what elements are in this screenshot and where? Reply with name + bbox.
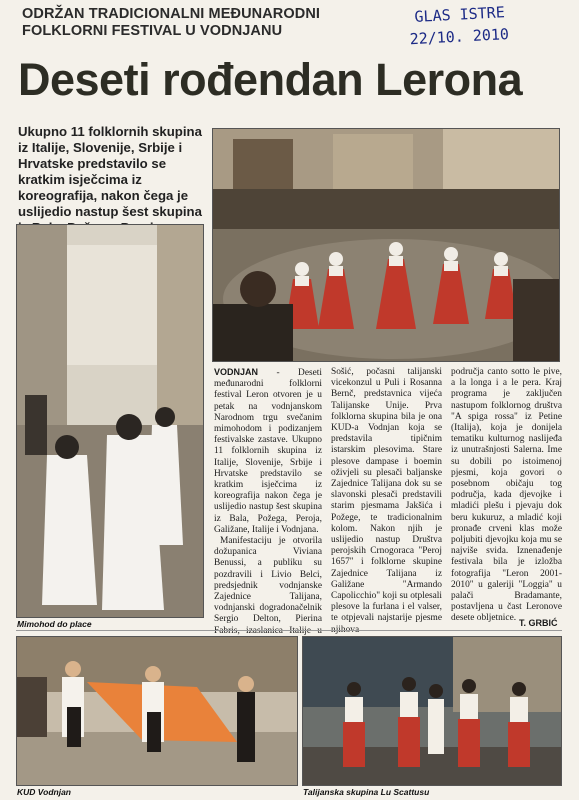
article-column-2	[331, 367, 442, 636]
lead-paragraph: Ukupno 11 folklornih skupina iz Italije, Slovenije, Srbije i Hrvatske predstavilo se kratkim isječcima iz koreografija, nakon čega je uslijedio nastup šest skupina	[18, 124, 202, 219]
byline: T. GRBIĆ	[519, 618, 558, 628]
handnote-date: 22/10. 2010	[409, 25, 510, 49]
article-paragraph: Manifestaciju je otvorila dožupanica Viviana Benussi, a publiku su pozdravili i Livio Belci, predsjednik vodnjanske Zajednice Talijana, vodnjanski dogradonačelnik Sergio Delton, Pierina	[214, 536, 322, 625]
caption-italian-group: Talijanska skupina Lu Scattusu	[303, 787, 430, 797]
article-paragraph: Sošić, počasni talijanski vicekonzul u Puli i Rosanna Bernč, predstavnica vijeća Talijanske Unije. Prva folklorna skupina bila je ona KUD-a Vodnjan koja se predstavila tipičnim istarskim plesovima. Stare plesove dampase i boemin oživjeli su plesači baljanske Zajednice Talijana dok su se slavonski plesači predstavili starim pjesmama Jakšića i Požege, te tradicionalnim kolom. Nakon njih je uslijedio nastup Društva perojskih Crnogoraca "Peroj 1657" i folklorne skupine Zajednice Talijana iz Galižane "Armando Capolicchio" koji su otplesali plesove la furlana i el valser, te otpjevali najstarije pjesme	[331, 367, 442, 624]
handnote-publication: GLAS ISTRE	[414, 3, 506, 26]
article-column-3	[451, 367, 562, 625]
photo-street-procession	[16, 224, 204, 618]
article-paragraph: VODNJAN - Deseti međunarodni folklorni festival Leron otvoren je u petak na vodnjanskom Narodnom trgu svečanim mimohodom i podizanjem festivalske zastave. Ukupno 11 folklornih skupina iz Italije, Slovenije, Srbije i Hrvatske predstavilo se kratkim isječcima iz koreografija nakon čega je uslijedio nastup šest skupina iz Bala, Požega, Peroja, Galižane, Italije i Vodnjana.	[214, 367, 322, 535]
kicker-title: ODRŽAN TRADICIONALNI MEĐUNARODNI FOLKLORNI FESTIVAL U VODNJANU	[22, 6, 321, 39]
article-column-1	[214, 367, 322, 648]
photo-kud-vodnjan	[16, 636, 298, 786]
divider	[16, 630, 562, 631]
photo-italian-group	[302, 636, 562, 786]
caption-kud-vodnjan: KUD Vodnjan	[17, 787, 71, 797]
article-paragraph: područja canto sotto le pive, a la longa i a le pera. Kraj programa je zaključen nastupom folklornog društva "A spiga rossa" iz Petine (Italija), koja je donijela tematiku kulturnog naslijeđa iz unutrašnjosti Salerna. Ime su dobili po istoimenoj pjesmi, koja govori o posebnom običaju tog područja, kada djevojke i mladići plešu i pjevaju dok beru kukuruz, a mladić koji pronađe crveni klas može poljubiti djevojku koja mu se najviše svida. Iznenađenje festivala bila je izložba fotografija "Leron 2001-2010" u galeriji "Loggia" u palači Bradamante, postavljena u čast Leronove desete obljetnice.	[451, 367, 562, 624]
dateline: VODNJAN	[214, 367, 259, 377]
caption-street-procession: Mimohod do place	[17, 619, 92, 629]
photo-dancers-square	[212, 128, 560, 362]
handwritten-source-note	[404, 0, 576, 50]
headline: Deseti rođendan Lerona	[18, 54, 523, 105]
